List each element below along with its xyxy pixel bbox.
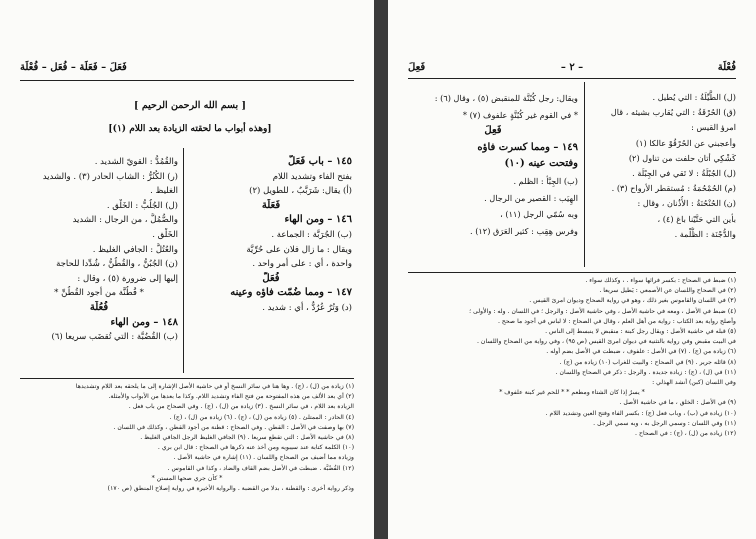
footnote: وزيادة مما أضيف من الصحاح واللسان . (١١) إشارة في حاشية الأصل . bbox=[173, 454, 354, 462]
right-header-left: فَعِلَ bbox=[408, 62, 426, 73]
entry-line: ويقال: رجل كُبُنَّة للمنقبض (٥) ، وقال (٦) : bbox=[434, 93, 578, 103]
entry-line: (ر) الكُنُرُّ : الشاب الحادر (٣) . والشديد bbox=[42, 171, 178, 182]
left-footnotes bbox=[20, 382, 354, 494]
entry-line: وفتحت عينه (١٠) bbox=[504, 158, 578, 170]
entry-line: إليها إلى ضرورة (٥) ، وقال : bbox=[77, 273, 178, 284]
entry-line: والصُّمُلُّ ، من الرجال : الشديد bbox=[72, 215, 178, 226]
entry-line: (ل) الطَّيِّلَةُ : التي يُطيل . bbox=[652, 92, 736, 102]
left-column-divider bbox=[183, 148, 184, 373]
footnote-verse: * كأن جري صحها المستن * bbox=[151, 474, 223, 482]
footnote: وأصلح رواية بعد الكتاب : رواية من أهل العلم ، وقال في الصحاح : لا لباس في أجود ما صحح . bbox=[497, 317, 736, 325]
entry-line: (م) الحُمْحُمَةُ : مُستقطر الأرواح (٣) . bbox=[611, 183, 736, 194]
footnote: (١٢) القُضُبَّة . ضبطت في الأصل بضم القاف والضاد ، وكذا في القاموس . bbox=[167, 464, 354, 472]
entry-line: (ن) الحُنْحُنَةُ : الأُذُنان ، وقال : bbox=[637, 198, 736, 209]
footnote: (١١) في (ل) ، (ج) : زيادة جديدة . والرجل : ذكر في الصحاح واللسان . bbox=[555, 368, 736, 376]
footnote: (٥) قبله في حاشية الأصل : ويقال رجل كبنة : منقبض لا ينبسط إلى الناس . bbox=[545, 328, 736, 336]
left-basmala: [ بسم الله الرحمن الرحيم ] bbox=[134, 100, 246, 111]
verse-line: * في القوم غير كُبُنَّةٍ علفوف (٧) * bbox=[462, 109, 578, 120]
footnote: (٢) أي بعد الألف من هذه المفتوحة من فتح الفاء وتشديد اللام. وكذا ما بعدها من الأبواب والأمثلة. bbox=[108, 393, 354, 401]
entry-line: وبه سُمّي الرجل (١١) ، bbox=[500, 209, 578, 220]
left-header-title: فَعَلَ – فَعَلَة – فُعَل – فُعْلَة bbox=[20, 62, 127, 73]
entry-line: الهِيَب : القصير من الرجال . bbox=[484, 192, 578, 203]
footnote: (٨) في حاشية الأصل : التي تقطع سريعا . (٩) الجافي الغليظ الرجل الجافي الغليظ . bbox=[140, 434, 354, 442]
footnote: (٣) في اللسان والقاموس بغير ذلك ، وهو في رواية الصحاح وديوان امرئ القيس . bbox=[529, 297, 736, 305]
page-number: – ٢ – bbox=[560, 62, 584, 73]
entry-line: (ب) الجِبَّأ : الظلم . bbox=[513, 175, 578, 186]
entry-line: (ق) الحُرْقَةُ : التي يُقارب بشيئه ، قال bbox=[610, 107, 736, 118]
left-running-header bbox=[20, 62, 354, 78]
entry-heading: فُعَلَّ bbox=[262, 272, 280, 284]
entry-line: الغليظ . bbox=[150, 186, 178, 197]
entry-line: بفتح الفاء وتشديد اللام bbox=[272, 171, 352, 182]
entry-line: والدُّجْنَة : الظُّلْمة . bbox=[674, 228, 736, 239]
right-left-column bbox=[408, 90, 578, 239]
footnote: (١) زيادة من (ل) ، (ج) . وها هنا في سائر النسخ أو في حاشية الأصل الإشارة إلى ما يلحقه بعد اللام وتشديدها bbox=[75, 383, 354, 390]
right-running-header bbox=[408, 62, 736, 78]
left-page bbox=[0, 0, 374, 539]
footnote: في البيت مقبض وفي رواية بالتثنية في ديوان امرئ القيس (ص ٩٥) ، وفي رواية من الصحاح واللسان . bbox=[476, 338, 736, 346]
footnote: (١) ضبط في الصحاح : بكسر فرائها سواء . ، وكذلك سواء . bbox=[585, 277, 736, 284]
footnote: (٢) في الصحاح واللسان عن الأصمعي : يَطيل سريعا . bbox=[599, 287, 736, 295]
entry-heading: فَعِلَ bbox=[484, 125, 502, 137]
footnote: (٤) ضبط في الأصل ، ومعه في حاشية الأصل ، وفي حاشية الأصل : والرجل ؛ في اللسان . وله : والأولى ؛ bbox=[469, 307, 736, 315]
right-footnotes bbox=[408, 276, 736, 439]
entry-heading: فُعُلَّة bbox=[89, 301, 109, 313]
entry-line: (ل) الجُلُبُّ : الخَلْق . bbox=[106, 200, 178, 211]
footnote: وفي اللسان (كبن) أنشد الهذلي : bbox=[652, 379, 736, 387]
entry-heading: فَعَلَة bbox=[261, 199, 281, 211]
footnote: (١٢) زيادة من (ل) ، (ج) : في الصحاح . bbox=[635, 430, 736, 438]
right-column-divider bbox=[584, 82, 585, 267]
footnote: (٩) في الأصل : الخلق ، ما في حاشية الأصل . bbox=[619, 399, 736, 407]
entry-line: (ن) الجُبُنُّ ، والقُطُنُّ ، شُدِّدا للحاجة bbox=[56, 259, 178, 270]
verse-line: بأين التي حَتَّيْنا باغ (٤) ، bbox=[657, 213, 736, 224]
footnote: (٨) قائله جرير . (٩) في الصحاح : والبيت للغراب (١٠) زيادة من (ج) . bbox=[559, 358, 736, 366]
entry-line: (ب) الجُرَبَّة : الجماعة . bbox=[271, 229, 352, 240]
entry-line: ويقال : ما زال فلان على حُرِّيَّة bbox=[246, 244, 352, 255]
entry-line: الخَلْق . bbox=[152, 229, 178, 240]
verse-line: * قُطُنَّة من أجود القُطُنِّ * bbox=[54, 288, 144, 299]
left-footnote-rule bbox=[20, 378, 354, 379]
left-header-rule bbox=[20, 80, 354, 81]
entry-line: ١٤٩ – ومما كسرت فاؤه bbox=[477, 141, 578, 153]
book-gutter bbox=[374, 0, 388, 539]
entry-line: ١٤٦ – ومن الهاء bbox=[284, 214, 352, 226]
right-footnote-rule bbox=[408, 272, 736, 273]
entry-line: والعُتُلُّ : الجافي الغليظ . bbox=[92, 244, 178, 255]
entry-line: والقُمُدُّ : القويّ الشديد . bbox=[94, 157, 178, 167]
right-page bbox=[388, 0, 756, 539]
entry-line: وفرس هِقِب : كثير العَرَق (١٢) . bbox=[470, 225, 578, 236]
right-header-right: فُعْلَة bbox=[717, 62, 736, 73]
footnote: (٦) زيادة من (ج) . (٧) في الأصل : علفوف ، ضبطت في الأصل بضم أوله . bbox=[546, 348, 736, 356]
footnote: (٧) بها وصفت في الأصل : القطن . وفي الصحاح : قطنة من أجود القطن ، وكذلك في اللسان . bbox=[113, 423, 354, 431]
verse-line: كَشْكِي أتان حلفت من تناول (٢) bbox=[628, 152, 736, 163]
entry-line: واحدة ، أي : على أمر واحد . bbox=[252, 259, 352, 270]
verse-line: وأعجبني عن الحُرْقُوْ عالكا (١) bbox=[635, 137, 736, 148]
entry-line: ١٤٨ – ومن الهاء bbox=[110, 316, 178, 328]
entry-line: (ل) الجُبْلَةُ : لا تَقي في الجِبْلَة . bbox=[632, 168, 736, 179]
left-right-column bbox=[190, 155, 352, 316]
footnote: (٤) الحادر : الممتلئ . (٥) زيادة من (ل) ، (ج) . (٦) زيادة من (ل) ، (ج) . bbox=[169, 413, 354, 421]
footnote: الزيادة بعد اللام ، في سائر النسخ . (٣) زيادة من (ل) ، (ج) . وفي الصحاح من باب فعل . bbox=[128, 403, 354, 411]
footnote: (١٠) زيادة في (ب) ، وباب فعل (ج) : بكسر الفاء وفتح العين وتشديد اللام . bbox=[545, 409, 736, 417]
entry-line: (أ) يقال: شَرَبَّبٌ ، للطويل (٢) bbox=[249, 186, 352, 197]
entry-line: ١٤٧ – ومما ضُمّت فاؤه وعينه bbox=[230, 287, 352, 299]
left-section-subtitle: [وهذه أبواب ما لحقته الزيادة بعد اللام (١)] bbox=[108, 124, 272, 134]
entry-line: امرؤ القيس : bbox=[691, 122, 736, 133]
footnote-verse: * يسرُ إذا كان الشتاء ومطعم * * للحم غير كبنة علفوف * bbox=[499, 389, 645, 397]
right-right-column bbox=[590, 90, 736, 242]
entry-line: ١٤٥ – باب فَعَلَّ bbox=[288, 156, 352, 167]
footnote: (١٠) الكلمة كتابة عند سيبويه ومن أخذ عنه ذكرها في الصحاح : قال ابن بري . bbox=[157, 444, 354, 452]
left-left-column bbox=[20, 155, 178, 345]
footnote: (١١) وفي اللسان : وسمي الرجل به ، وبه سمي الرجل . bbox=[593, 419, 736, 427]
entry-line: (ب) القُضُبَّة : التي تُقضَب سريعا (٦) bbox=[51, 332, 178, 343]
entry-line: (د) وَتُرٌ عُرُدٌّ ، أي : شديد . bbox=[262, 302, 352, 313]
right-header-rule bbox=[408, 78, 736, 79]
footnote: وذكر رواية أخرى : والقطنة ، بدلا من القضبة . والرواية الأخيرة في رواية إصلاح المنطق (ص ١٧٠) bbox=[107, 485, 354, 493]
